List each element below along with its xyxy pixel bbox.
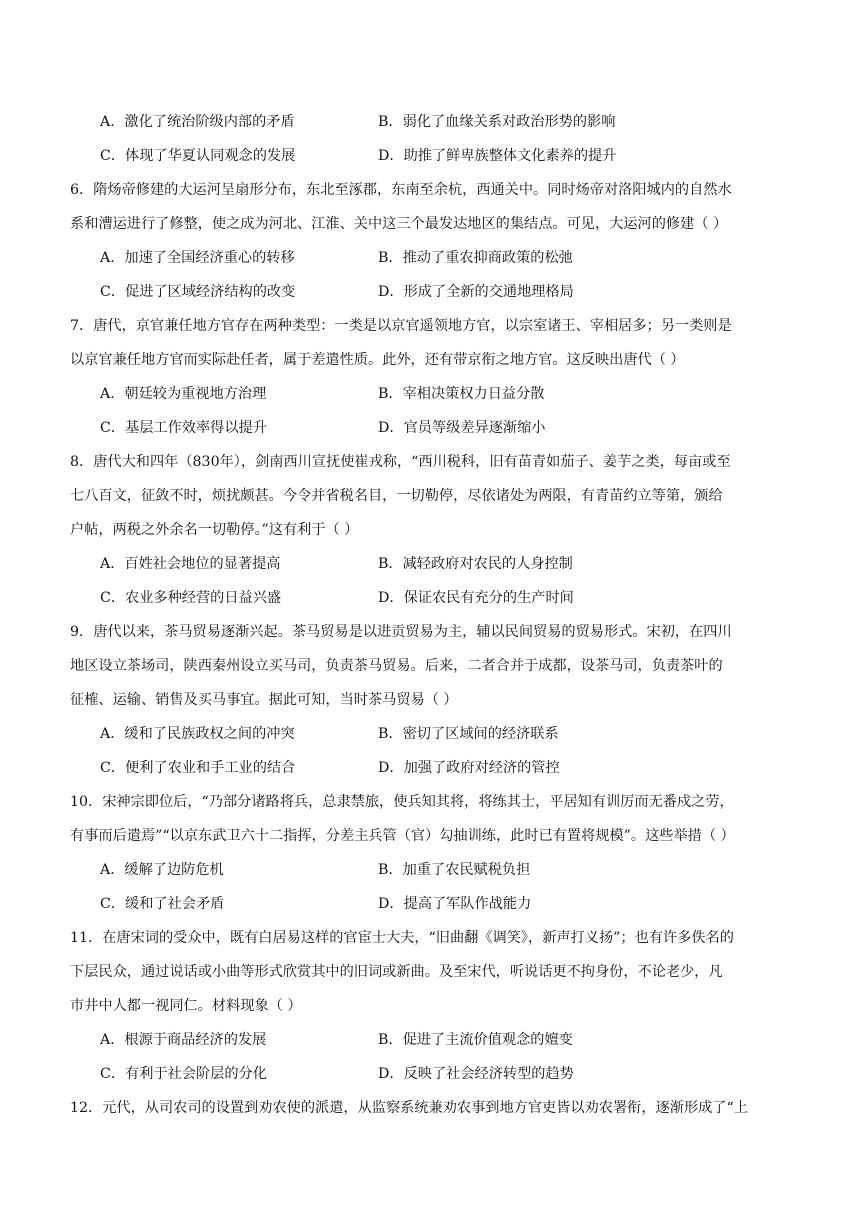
question-text-line: 7．唐代，京官兼任地方官存在两种类型：一类是以京官遥领地方官，以宗室诸王、宰相居多；另一类则是 <box>70 318 732 334</box>
answer-option: D．加强了政府对经济的管控 <box>378 760 560 776</box>
answer-option: C．农业多种经营的日益兴盛 <box>100 590 282 606</box>
question-text-line: 系和漕运进行了修整，使之成为河北、江淮、关中这三个最发达地区的集结点。可见，大运河的修建（ ） <box>70 216 728 232</box>
question-text-line: 8．唐代大和四年（830年），剑南西川宣抚使崔戎称，“西川税科，旧有苗青如茄子、姜芋之类，每亩或至 <box>70 454 731 470</box>
answer-option: A．朝廷较为重视地方治理 <box>100 386 267 402</box>
answer-option: D．提高了军队作战能力 <box>378 896 532 912</box>
answer-option: D．保证农民有充分的生产时间 <box>378 590 574 606</box>
answer-option: A．缓和了民族政权之间的冲突 <box>100 726 295 742</box>
question-text-line: 下层民众，通过说话或小曲等形式欣赏其中的旧词或新曲。及至宋代，听说话更不拘身份，不论老少，凡 <box>70 964 723 980</box>
question-text-line: 市井中人都一视同仁。材料现象（ ） <box>70 998 302 1014</box>
answer-option: B．促进了主流价值观念的嬗变 <box>378 1032 573 1048</box>
answer-option: D．官员等级差异逐渐缩小 <box>378 420 546 436</box>
question-text-line: 地区设立茶场司，陕西秦州设立买马司，负责茶马贸易。后来，二者合并于成都，设茶马司，负责茶叶的 <box>70 658 723 674</box>
answer-option: B．弱化了血缘关系对政治形势的影响 <box>378 114 616 130</box>
answer-option: A．根源于商品经济的发展 <box>100 1032 267 1048</box>
question-text-line: 以京官兼任地方官而实际赴任者，属于差遣性质。此外，还有带京衔之地方官。这反映出唐代（ ） <box>70 352 685 368</box>
answer-option: A．加速了全国经济重心的转移 <box>100 250 295 266</box>
question-text-line: 征榷、运输、销售及买马事宜。据此可知，当时茶马贸易（ ） <box>70 692 458 708</box>
answer-option: A．百姓社会地位的显著提高 <box>100 556 281 572</box>
answer-option: A．激化了统治阶级内部的矛盾 <box>100 114 295 130</box>
answer-option: C．缓和了社会矛盾 <box>100 896 225 912</box>
answer-option: C．便利了农业和手工业的结合 <box>100 760 296 776</box>
question-text-line: 6．隋炀帝修建的大运河呈扇形分布，东北至涿郡，东南至余杭，西通关中。同时炀帝对洛阳城内的自然水 <box>70 182 732 198</box>
question-text-line: 12．元代，从司农司的设置到劝农使的派遣，从监察系统兼劝农事到地方官吏皆以劝农署衔，逐渐形成了“上 <box>70 1100 748 1116</box>
answer-option: C．有利于社会阶层的分化 <box>100 1066 267 1082</box>
answer-option: D．助推了鲜卑族整体文化素养的提升 <box>378 148 617 164</box>
answer-option: B．宰相决策权力日益分散 <box>378 386 545 402</box>
question-text-line: 9．唐代以来，茶马贸易逐渐兴起。茶马贸易是以进贡贸易为主，辅以民间贸易的贸易形式。宋初，在四川 <box>70 624 732 640</box>
answer-option: D．反映了社会经济转型的趋势 <box>378 1066 574 1082</box>
answer-option: B．减轻政府对农民的人身控制 <box>378 556 573 572</box>
answer-option: C．体现了华夏认同观念的发展 <box>100 148 296 164</box>
answer-option: B．加重了农民赋税负担 <box>378 862 531 878</box>
question-text-line: 户帖，两税之外余名一切勒停。”这有利于（ ） <box>70 522 359 538</box>
answer-option: C．基层工作效率得以提升 <box>100 420 267 436</box>
question-text-line: 有事而后遣焉”“以京东武卫六十二指挥，分差主兵管（官）勾抽训练，此时已有置将规模”。这些举措（ ） <box>70 828 735 844</box>
question-text-line: 11．在唐宋词的受众中，既有白居易这样的官宦士大夫，“旧曲翻《调笑》，新声打义扬”；也有许多佚名的 <box>70 930 734 946</box>
answer-option: A．缓解了边防危机 <box>100 862 224 878</box>
answer-option: C．促进了区域经济结构的改变 <box>100 284 296 300</box>
answer-option: D．形成了全新的交通地理格局 <box>378 284 574 300</box>
question-text-line: 10．宋神宗即位后，“乃部分诸路将兵，总隶禁旅，使兵知其将，将练其士，平居知有训厉而无番戍之劳， <box>70 794 734 810</box>
question-text-line: 七八百文，征敛不时，烦扰颇甚。今令并省税名目，一切勒停，尽依诸处为两限，有青苗约立等第，颁给 <box>70 488 723 504</box>
answer-option: B．推动了重农抑商政策的松弛 <box>378 250 573 266</box>
answer-option: B．密切了区域间的经济联系 <box>378 726 559 742</box>
